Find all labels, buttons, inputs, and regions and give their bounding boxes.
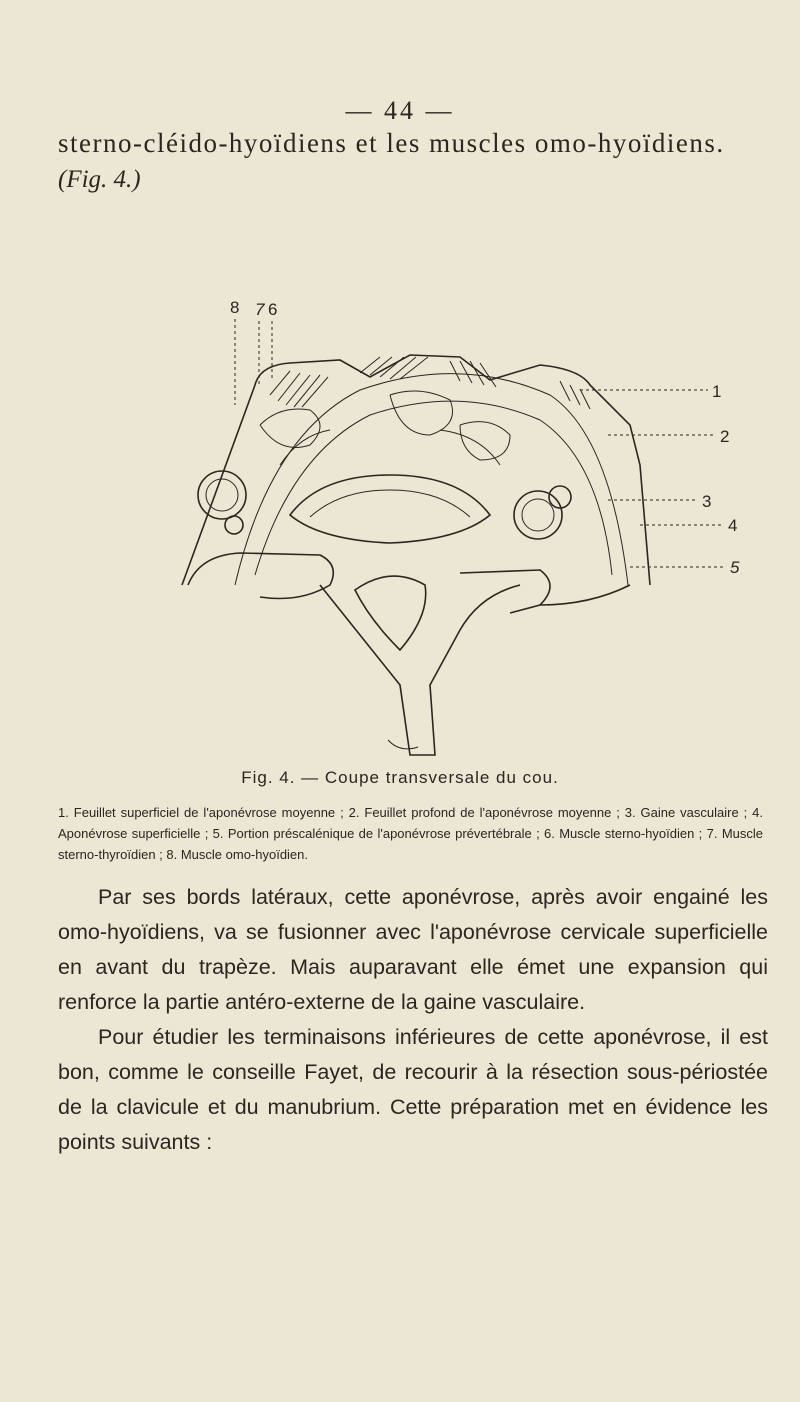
body-text xyxy=(58,880,768,1160)
anatomical-figure xyxy=(160,285,740,760)
left-prevertebral xyxy=(188,553,333,599)
figure-label-3: 3 xyxy=(702,492,712,511)
left-vagus xyxy=(225,516,243,534)
right-muscle-belly xyxy=(460,422,510,460)
spinous-process xyxy=(388,740,418,749)
paragraph-1: Par ses bords latéraux, cette aponévrose, après avoir engainé les omo-hyoïdiens, va se fusionner avec l'aponévrose cervicale superficielle en avant du trapèze. Mais auparavant elle émet une expansion qui renforce la partie antéro-externe de la gaine vasculaire. xyxy=(58,885,768,1014)
neck-cross-section-drawing xyxy=(160,285,740,760)
figure-label-4: 4 xyxy=(728,516,738,535)
figure-legend: 1. Feuillet superficiel de l'aponévrose moyenne ; 2. Feuillet profond de l'aponévrose moyenne ; 3. Gaine vasculaire ; 4. Aponévrose superficielle ; 5. Portion préscalénique de l'aponévrose prévertébrale ; 6. Muscle sterno-hyoïdien ; 7. Muscle sterno-thyroïdien ; 8. Muscle omo-hyoïdien. xyxy=(58,805,763,862)
paragraph-2: Pour étudier les terminaisons inférieures de cette aponévrose, il est bon, comme le conseille Fayet, de recourir à la résection sous-périostée de la clavicule et du manubrium. Cette préparation met en évidence les points suivants : xyxy=(58,1025,768,1154)
left-carotid-outer xyxy=(198,471,246,519)
right-carotid-inner xyxy=(522,499,554,531)
figure-label-8: 8 xyxy=(230,298,240,317)
page-number: — 44 — xyxy=(345,96,455,125)
figure-label-2: 2 xyxy=(720,427,730,446)
trachea-arc xyxy=(310,490,470,517)
figure-label-7: 7 xyxy=(255,300,265,319)
figure-label-1: 1 xyxy=(712,382,722,401)
heading-line: sterno-cléido-hyoïdiens et les muscles omo-hyoïdiens. xyxy=(58,128,725,158)
left-carotid-inner xyxy=(206,479,238,511)
vertebral-body xyxy=(355,576,426,650)
left-muscle-belly xyxy=(260,409,320,448)
figure-label-6: 6 xyxy=(268,300,278,319)
midline-muscle-belly xyxy=(390,391,453,435)
figure-caption: Fig. 4. — Coupe transversale du cou. xyxy=(241,768,559,787)
right-carotid-outer xyxy=(514,491,562,539)
vertebral-column xyxy=(320,585,520,755)
right-prevertebral xyxy=(460,570,630,613)
figure-reference: (Fig. 4.) xyxy=(58,166,141,193)
fascia-arc-inner xyxy=(255,401,612,575)
figure-label-5: 5 xyxy=(730,558,740,577)
